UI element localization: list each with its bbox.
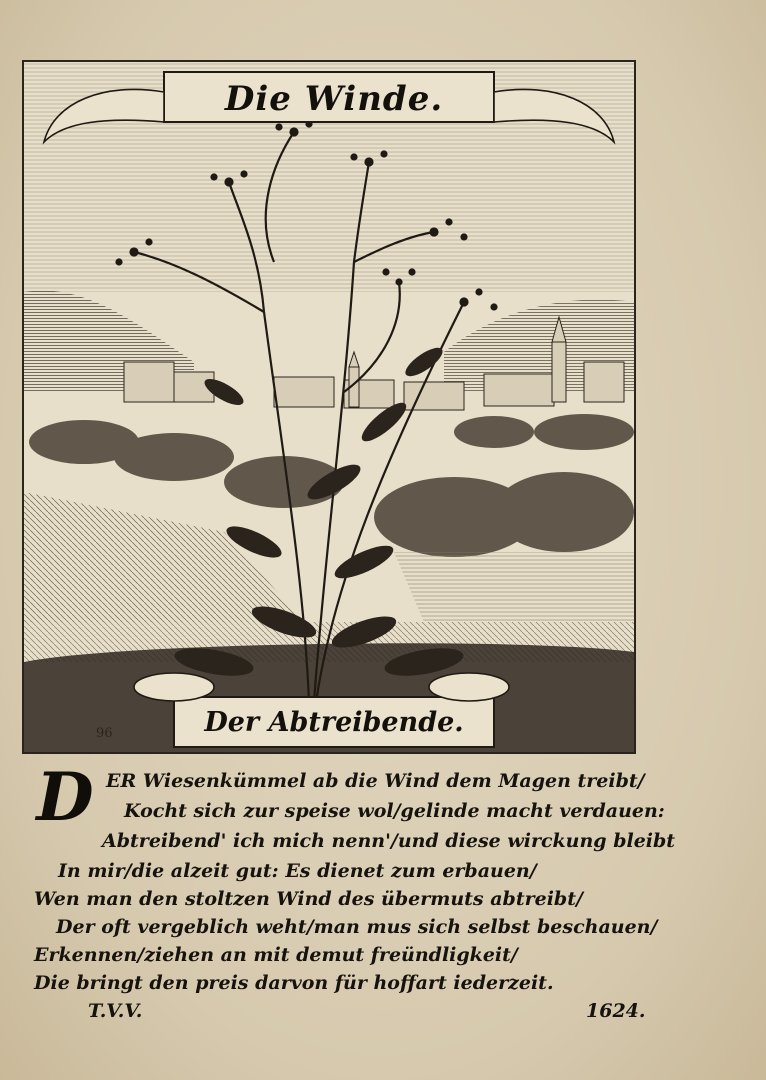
poem-line: Kocht sich zur speise wol/gelinde macht verdauen: [124,800,665,822]
plate-subtitle: Der Abtreibende. [204,706,464,738]
poem-line: ER Wiesenkümmel ab die Wind dem Magen treibt/ [106,770,645,792]
engraving-illustration [24,62,634,752]
signature: T.V.V. [88,1000,143,1022]
year: 1624. [586,1000,646,1022]
drop-cap: D [36,758,94,836]
poem-line: Abtreibend' ich mich nenn'/und diese wirckung bleibt [102,830,676,852]
plate-title: Die Winde. [224,79,444,119]
engraving-plate [22,60,636,754]
poem-line: Erkennen/ziehen an mit demut freündligkeit/ [34,944,518,966]
poem-line: Die bringt den preis darvon für hoffart iederzeit. [34,972,554,994]
poem-line: Wen man den stoltzen Wind des übermuts abtreibt/ [34,888,583,910]
poem-line: Der oft vergeblich weht/man mus sich selbst beschauen/ [56,916,658,938]
poem-line: In mir/die alzeit gut: Es dienet zum erbauen/ [58,860,537,882]
plate-number: 96 [96,726,113,741]
